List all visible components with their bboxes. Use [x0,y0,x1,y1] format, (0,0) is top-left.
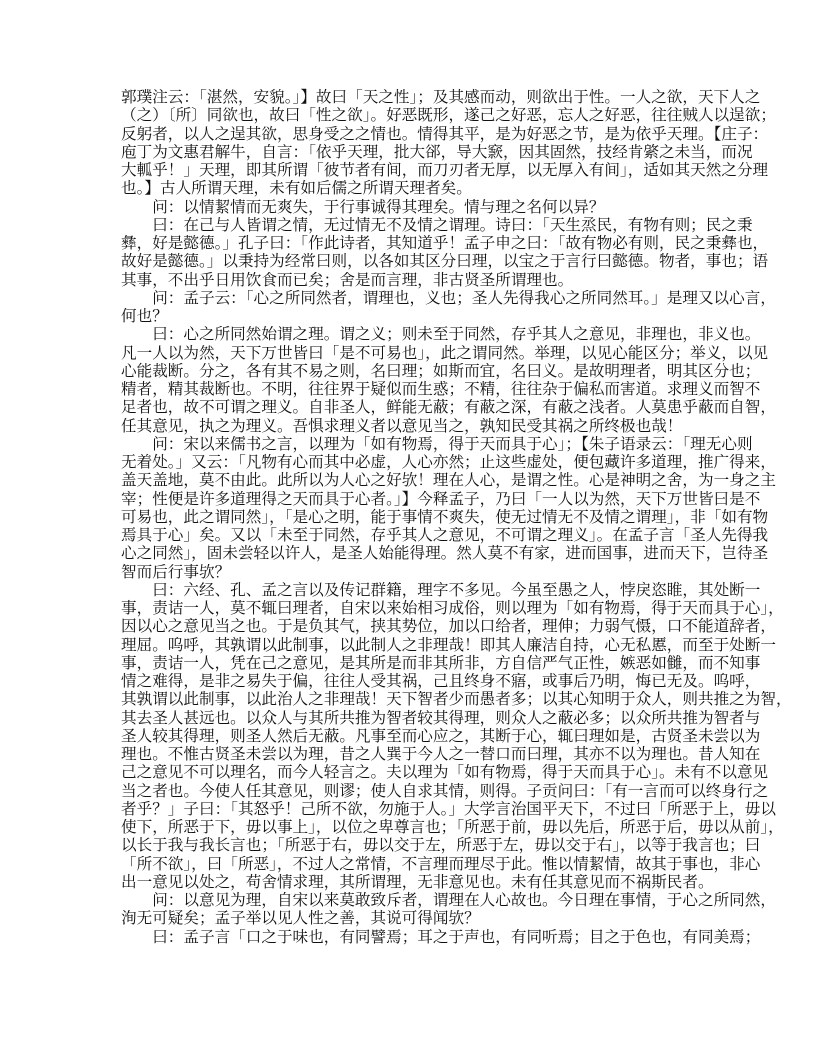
text-line: 智而后行事欤？ [121,562,231,581]
text-line: 理屈。呜呼，其孰谓以此制事，以此制人之非理哉！即其人廉洁自持，心无私慝，而至于处断一 [121,635,776,654]
paragraph [121,198,703,216]
document-body [121,88,792,946]
text-line: 问：以意见为理，自宋以来莫敢致斥者，谓理在人心故也。今日理在事情，于心之所同然， [152,891,776,909]
text-line: 庖丁为文惠君解牛，自言：「依乎天理，批大郤，导大窾，因其固然，技经肯綮之未当，而况 [121,142,753,161]
paragraph [121,891,776,928]
paragraph [121,325,776,435]
text-line: 无着处。」又云：「凡物有心而其中必虚，人心亦然；止这些虚处，便包藏许多道理，推广得来， [121,453,776,471]
text-line: 心能裁断。分之，各有其不易之则，名曰理；如斯而宜，名曰义。是故明理者，明其区分也； [121,361,761,380]
text-line: 其去圣人甚远也。以众人与其所共推为智者较其得理，则众人之蔽必多；以众所共推为智者与 [121,708,761,727]
text-line: 洵无可疑矣；孟子举以见人性之善，其说可得闻欤？ [121,909,480,928]
paragraph [121,580,792,891]
text-line: 己之意见不可以理名，而今人轻言之。夫以理为「如有物焉，得于天而具于心」。未有不以意见 [121,763,769,782]
text-line: 盖天盖地，莫不由此。此所以为人心之好欤！理在人心，是谓之性。心是神明之舍，为一身之主 [121,471,776,490]
text-line: 心之同然」，固未尝轻以许人，是圣人始能得理。然人莫不有家，进而国事，进而天下，岂待圣 [121,544,769,563]
paragraph [121,434,776,581]
text-line: 曰：孟子言「口之于味也，有同譬焉；耳之于声也，有同听焉；目之于色也，有同美焉； [152,927,761,946]
paragraph [121,927,761,946]
text-line: 曰：六经、孔、孟之言以及传记群籍，理字不多见。今虽至愚之人，悖戾恣睢，其处断一 [152,580,761,599]
text-line: 曰：在己与人皆谓之情，无过情无不及情之谓理。诗曰：「天生烝民，有物有则；民之秉 [152,215,753,234]
text-line: 反躬者，以人之逞其欲，思身受之之情也。情得其平，是为好恶之节，是为依乎天理。【庄子： [121,124,769,143]
text-line: 圣人较其得理，则圣人然后无蔽。凡事至而心应之，其断于心，辄曰理如是，古贤圣未尝以为 [121,726,761,745]
text-line: 以长于我与我长言也；「所恶于右，毋以交于左，所恶于左，毋以交于右」，以等于我言也；曰 [121,836,761,855]
text-line: 情之难得，是非之易失于偏，往往人受其祸，己且终身不寤，或事后乃明，悔已无及。呜呼， [121,672,761,690]
text-line: 曰：心之所同然始谓之理。谓之义；则未至于同然，存乎其人之意见，非理也，非义也。 [152,325,761,344]
paragraph [121,288,776,326]
text-line: 出一意见以处之，苟舍情求理，其所谓理，无非意见也。未有任其意见而不祸斯民者。 [121,872,714,891]
text-line: 其孰谓以此制事，以此治人之非理哉！天下智者少而愚者多；以其心知明于众人，则共推之为智， [121,690,792,709]
text-line: 者乎？」子曰：「其怒乎！己所不欲，勿施于人。」大学言治国平天下，不过曰「所恶于上，毋以 [121,799,776,818]
text-line: 任其意见，执之为理义。吾惧求理义者以意见当之，孰知民受其祸之所终极也哉！ [121,416,683,435]
text-line: 「所不欲」，曰「所恶」，不过人之常情，不言理而理尽于此。惟以情絜情，故其于事也，非心 [121,854,761,873]
text-line: 大軱乎！」天理，即其所谓「彼节者有间，而刀刃者无厚，以无厚入有间」，适如其天然之分理 [121,161,769,179]
text-line: 郭璞注云：「湛然，安貌。」】故曰「天之性」；及其感而动，则欲出于性。一人之欲，天下人之 [121,88,761,106]
text-line: 当之者也。今使人任其意见，则谬；使人自求其情，则得。子贡问曰：「有一言而可以终身行之 [121,781,769,800]
paragraph [121,215,769,289]
text-line: 问：以情絜情而无爽失，于行事诚得其理矣。情与理之名何以异？ [152,197,605,216]
text-line: 其事，不出乎日用饮食而已矣；舍是而言理，非古贤圣所谓理也。 [121,270,574,289]
text-line: 使下，所恶于下，毋以事上」，以位之卑尊言也；「所恶于前，毋以先后，所恶于后，毋以从前」， [121,818,784,836]
text-line: 事，责诘一人，凭在己之意见，是其所是而非其所非，方自信严气正性，嫉恶如雠，而不知事 [121,653,761,672]
text-line: 因以心之意见当之也。于是负其气，挟其势位，加以口给者，理伸；力弱气慑，口不能道辞者， [121,617,776,636]
text-line: 故好是懿德。」以秉持为经常曰则，以各如其区分曰理，以宝之于言行曰懿德。物者，事也；语 [121,252,769,271]
text-line: 问：孟子云：「心之所同然者，谓理也，义也；圣人先得我心之所同然耳。」是理又以心言， [152,288,776,307]
text-line: 也。】古人所谓天理，未有如后儒之所谓天理者矣。 [121,179,472,198]
text-line: 理也。不惟古贤圣未尝以为理，昔之人巽于今人之一替口而曰理，其亦不以为理也。昔人知在 [121,745,761,763]
text-line: 精者，精其裁断也。不明，往往界于疑似而生惑；不精，往往杂于偏私而害道。求理义而智不 [121,380,761,398]
text-line: 事，责诘一人，莫不辄曰理者，自宋以来始相习成俗，则以理为「如有物焉，得于天而具于心」， [121,599,784,617]
paragraph [121,88,776,198]
text-line: 可易也，此之谓同然」，「是心之明，能于事情不爽失，使无过情无不及情之谓理」，非「如有物 [121,507,769,526]
text-line: 宰；性便是许多道理得之天而具于心者。」】今释孟子，乃曰「一人以为然，天下万世皆曰是不 [121,489,761,508]
text-line: 焉具于心」矣。又以「未至于同然，存乎其人之意见，不可谓之理义」。在孟子言「圣人先得我 [121,526,769,544]
text-line: 足者也，故不可谓之理义。自非圣人，鲜能无蔽；有蔽之深，有蔽之浅者。人莫患乎蔽而自智， [121,398,776,417]
text-line: 凡一人以为然，天下万世皆曰「是不可易也」，此之谓同然。举理，以见心能区分；举义，以见 [121,343,769,362]
text-line: 问：宋以来儒书之言，以理为「如有物焉，得于天而具于心」；【朱子语录云：「理无心则 [152,434,753,453]
text-line: （之）〔所〕同欲也，故曰「性之欲」。好恶既形，遂己之好恶，忘人之好恶，往往贼人以逞欲； [121,106,776,125]
text-line: 何也？ [121,307,168,325]
text-line: 彝，好是懿德。」孔子曰：「作此诗者，其知道乎！孟子申之曰：「故有物必有则，民之秉彝也， [121,234,769,252]
